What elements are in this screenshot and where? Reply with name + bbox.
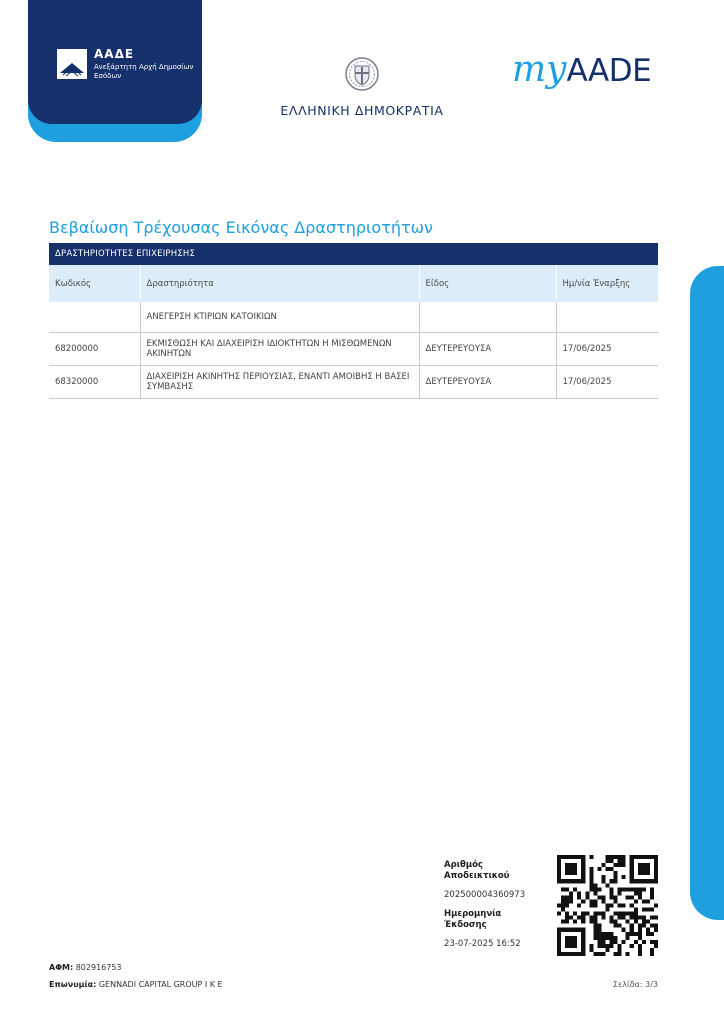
- company-name-line: [49, 980, 223, 989]
- col-header-activity: Δραστηριότητα: [140, 265, 419, 302]
- issue-date: 23-07-2025 16:52: [444, 939, 521, 949]
- myaade-logo: [512, 50, 651, 91]
- aade-logo-icon: [57, 49, 87, 79]
- col-header-type: Είδος: [419, 265, 556, 302]
- republic-title: ΕΛΛΗΝΙΚΗ ΔΗΜΟΚΡΑΤΙΑ: [280, 103, 444, 118]
- activities-table: [49, 265, 659, 399]
- afm-line: [49, 963, 122, 972]
- cell-code: [49, 302, 140, 332]
- cell-activity: ΕΚΜΙΣΘΩΣΗ ΚΑΙ ΔΙΑΧΕΙΡΙΣΗ ΙΔΙΟΚΤΗΤΩΝ Η ΜΙΣΘΩΜΕΝΩΝ ΑΚΙΝΗΤΩΝ: [140, 332, 419, 365]
- aade-subtitle: Ανεξάρτητη Αρχή Δημοσίων Εσόδων: [94, 63, 194, 80]
- afm-value: 802916753: [75, 963, 122, 972]
- qr-code[interactable]: [557, 855, 658, 956]
- section-header: ΔΡΑΣΤΗΡΙΟΤΗΤΕΣ ΕΠΙΧΕΙΡΗΣΗΣ: [49, 243, 658, 265]
- company-name-label: Επωνυμία:: [49, 980, 97, 989]
- company-name-value: GENNADI CAPITAL GROUP I K E: [98, 980, 223, 989]
- cell-type: ΔΕΥΤΕΡΕΥΟΥΣΑ: [419, 365, 556, 398]
- cell-code: 68200000: [49, 332, 140, 365]
- aade-name: ΑΑΔΕ: [94, 47, 135, 61]
- table-row: [49, 332, 658, 365]
- document-title: Βεβαίωση Τρέχουσας Εικόνας Δραστηριοτήτων: [49, 218, 433, 237]
- cell-start-date: 17/06/2025: [556, 365, 658, 398]
- activities-table-section: [49, 243, 658, 399]
- aade-badge: [28, 0, 202, 124]
- cell-activity: ΔΙΑΧΕΙΡΙΣΗ ΑΚΙΝΗΤΗΣ ΠΕΡΙΟΥΣΙΑΣ, ΕΝΑΝΤΙ ΑΜΟΙΒΗΣ Η ΒΑΣΕΙ ΣΥΜΒΑΣΗΣ: [140, 365, 419, 398]
- myaade-aade: AADE: [566, 53, 652, 89]
- afm-label: ΑΦΜ:: [49, 963, 74, 972]
- cell-start-date: 17/06/2025: [556, 332, 658, 365]
- side-decoration-strip: [690, 266, 724, 920]
- col-header-code: Κωδικός: [49, 265, 140, 302]
- myaade-my: my: [512, 49, 567, 90]
- page-number: Σελίδα: 3/3: [612, 980, 658, 989]
- cell-activity: ΑΝΕΓΕΡΣΗ ΚΤΙΡΙΩΝ ΚΑΤΟΙΚΙΩΝ: [140, 302, 419, 332]
- cell-type: ΔΕΥΤΕΡΕΥΟΥΣΑ: [419, 332, 556, 365]
- cell-type: [419, 302, 556, 332]
- table-row: [49, 365, 658, 398]
- greek-emblem-icon: [344, 56, 380, 92]
- col-header-start-date: Ημ/νία Έναρξης: [556, 265, 658, 302]
- table-row: [49, 302, 658, 332]
- certificate-number-label: Αριθμός Αποδεικτικού: [444, 860, 510, 881]
- issue-date-label: Ημερομηνία Έκδοσης: [444, 909, 502, 930]
- certificate-number: 202500004360973: [444, 890, 526, 900]
- table-header-row: [49, 265, 658, 302]
- cell-start-date: [556, 302, 658, 332]
- cell-code: 68320000: [49, 365, 140, 398]
